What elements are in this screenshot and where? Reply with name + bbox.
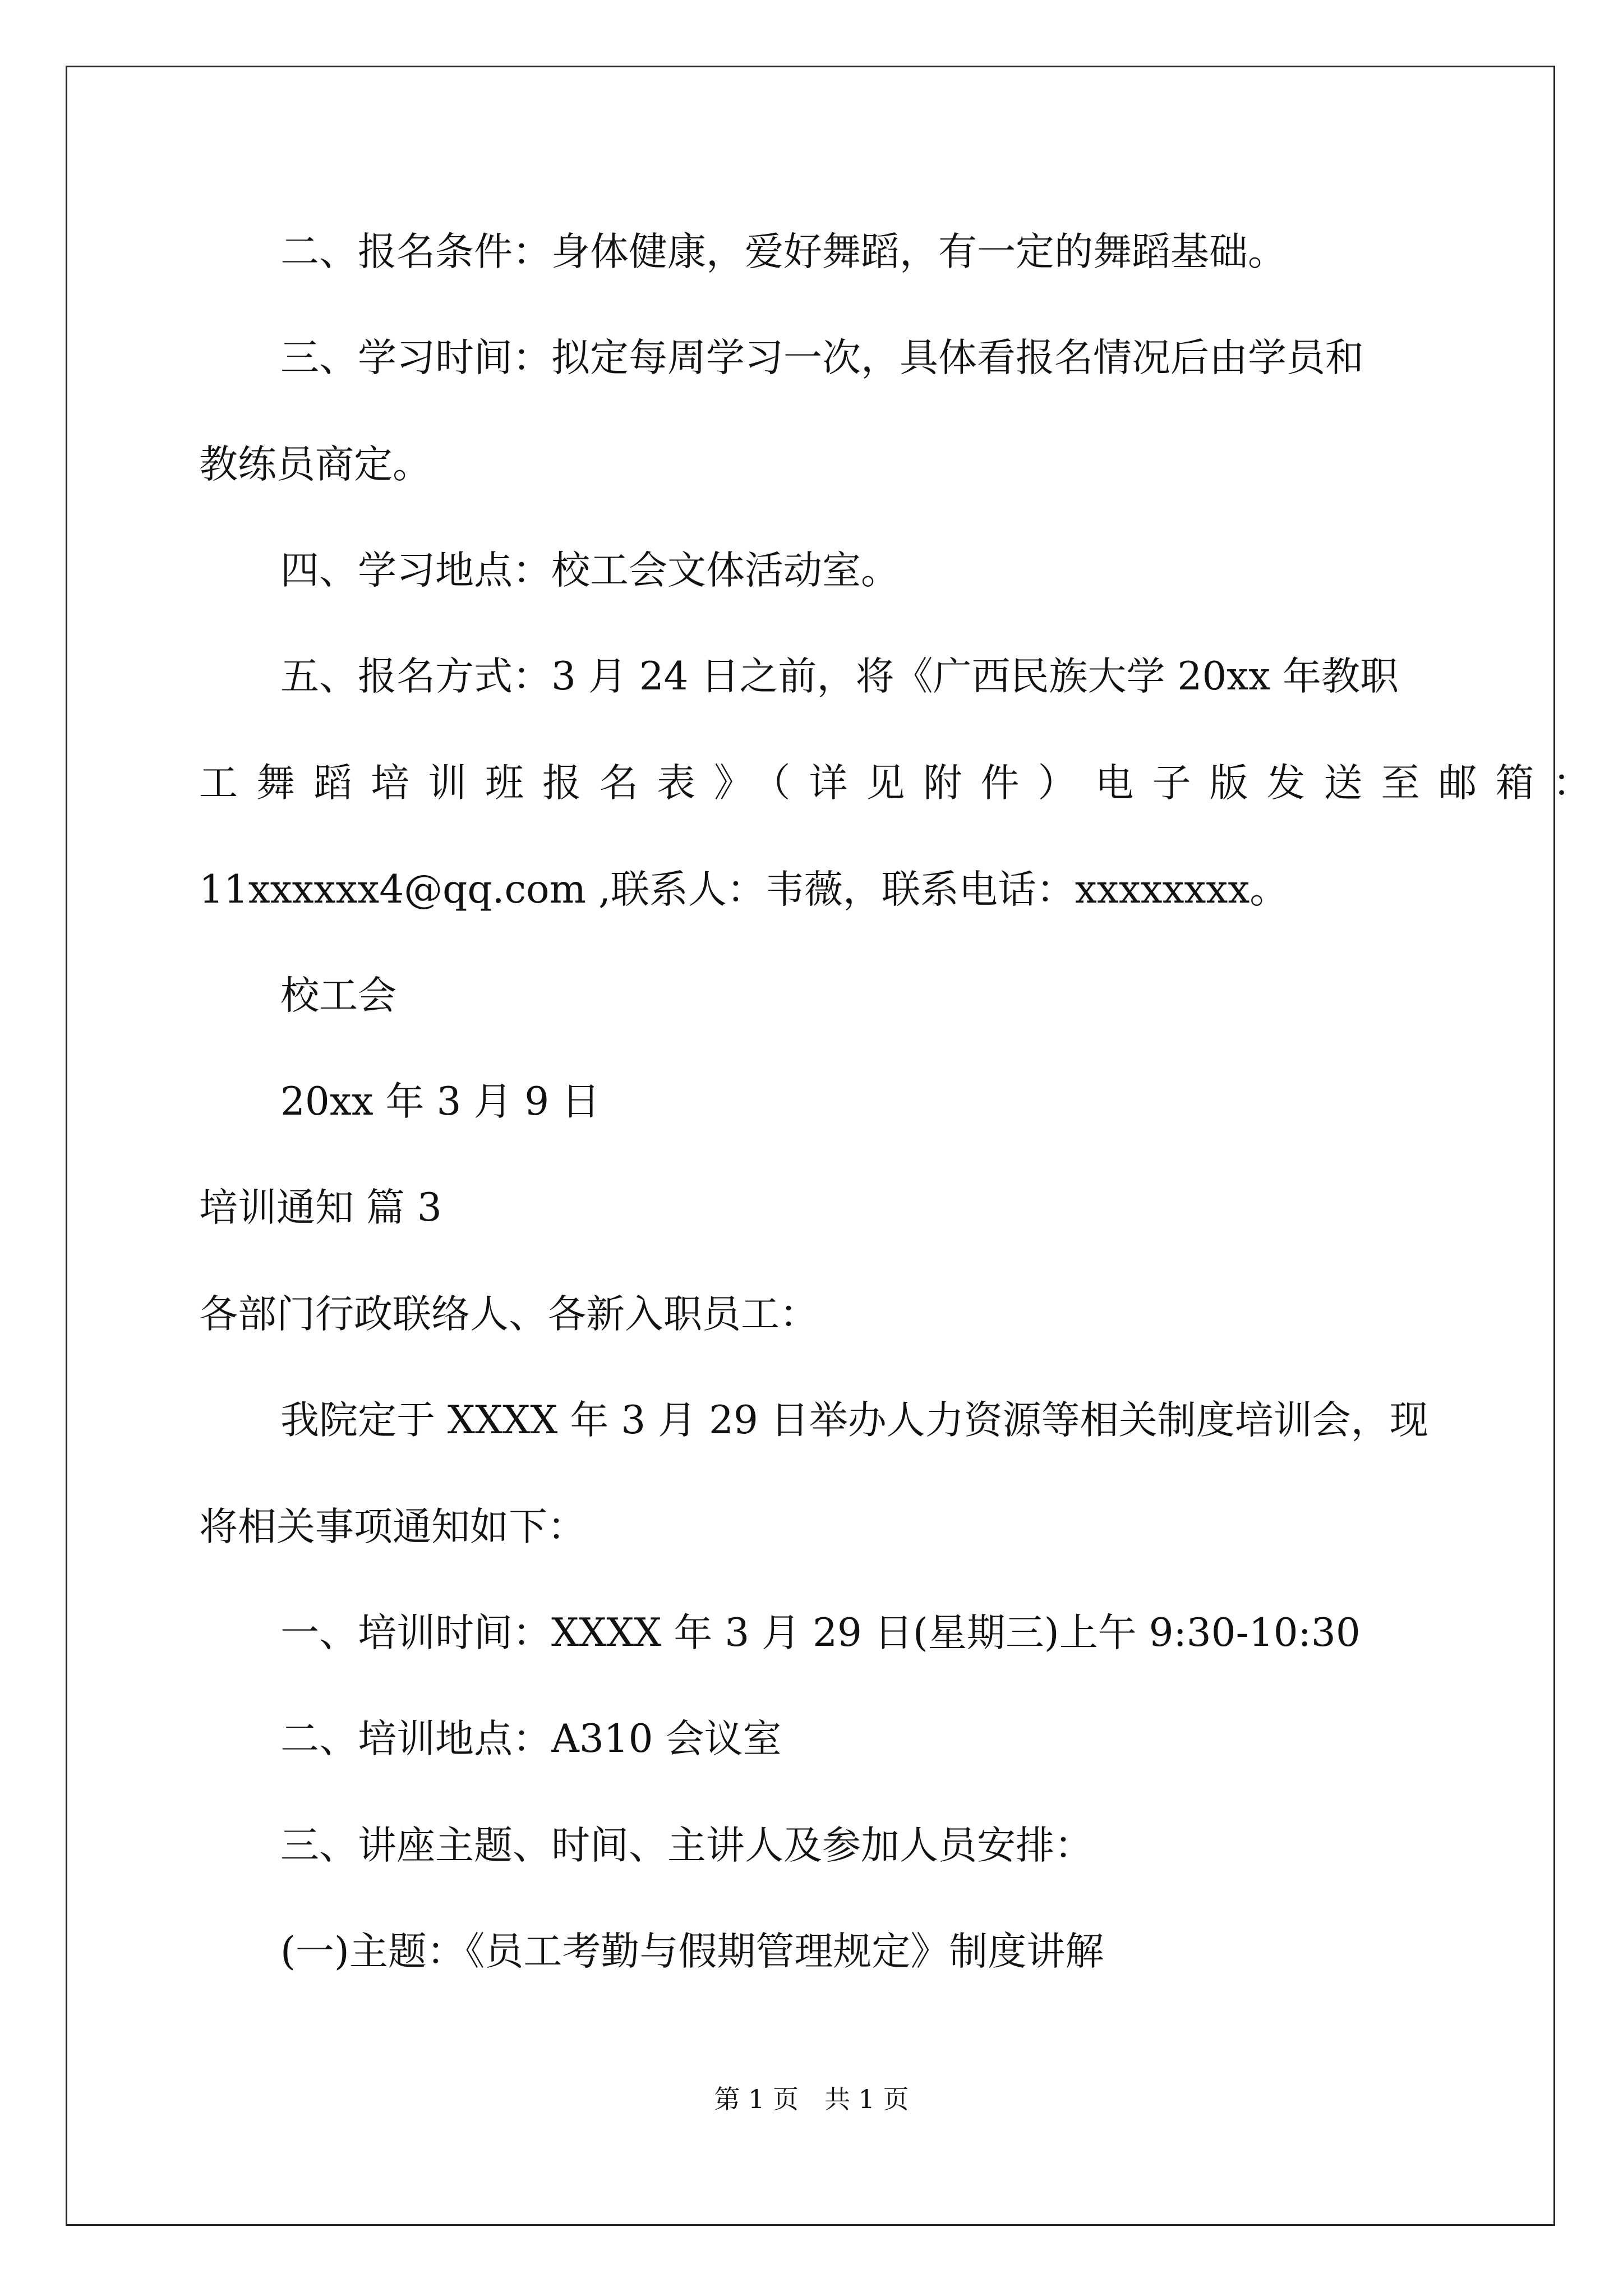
text-line-training-time: 一、培训时间：XXXX 年 3 月 29 日(星期三)上午 9:30-10:30 [280,1611,1361,1655]
text-line-salutation: 各部门行政联络人、各新入职员工： [199,1292,818,1337]
text-line-lecture-arrangement: 三、讲座主题、时间、主讲人及参加人员安排： [280,1823,1093,1868]
section-heading: 培训通知 篇 3 [199,1185,442,1230]
text-line-notice-intro-cont: 将相关事项通知如下： [199,1504,586,1549]
text-line-study-location: 四、学习地点：校工会文体活动室。 [280,548,900,593]
text-line-registration-method: 五、报名方式：3 月 24 日之前，将《广西民族大学 20xx 年教职 [280,654,1399,699]
text-line-notice-intro: 我院定于 XXXX 年 3 月 29 日举办人力资源等相关制度培训会，现 [280,1398,1428,1443]
page-border [66,66,1555,2226]
text-line-registration-method-cont-text: 工舞蹈培训班报名表》（详见附件）电子版发送至邮箱： [199,761,1610,806]
text-line-study-time-cont: 教练员商定。 [199,442,431,487]
text-line-study-time: 三、学习时间：拟定每周学习一次，具体看报名情况后由学员和 [280,335,1364,380]
text-line-contact: 11xxxxxx4@qq.com ,联系人：韦薇，联系电话：xxxxxxxx。 [199,867,1289,912]
text-line-signature-date: 20xx 年 3 月 9 日 [280,1079,601,1124]
text-line-registration-method-cont [199,757,1610,809]
text-line-signature-org: 校工会 [280,973,396,1018]
page-footer: 第 1 页 共 1 页 [714,2084,909,2114]
text-line-registration-conditions: 二、报名条件：身体健康，爱好舞蹈，有一定的舞蹈基础。 [280,229,1287,274]
text-line-lecture-topic-1: (一)主题：《员工考勤与假期管理规定》制度讲解 [280,1929,1104,1974]
text-line-training-location: 二、培训地点：A310 会议室 [280,1717,782,1761]
